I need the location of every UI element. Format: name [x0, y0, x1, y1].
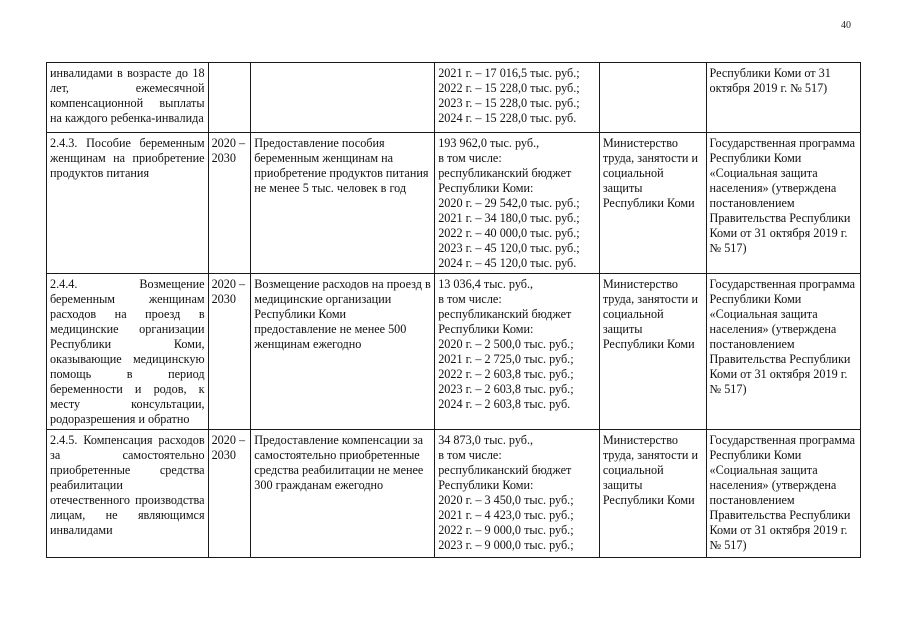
table-row	[47, 430, 861, 558]
funding-line: в том числе:	[438, 448, 502, 462]
funding-line: 2023 г. – 9 000,0 тыс. руб.;	[438, 538, 574, 552]
measure-cell: 2.4.4. Возмещение беременным женщинам расходов на проезд в медицинские организации Республики Коми, оказывающие медицинскую помощь в период беременности и родов, к месту консультации, родоразрешения и обратно	[47, 274, 209, 430]
funding-line: 2024 г. – 2 603,8 тыс. руб.	[438, 397, 571, 411]
funding-line: 2022 г. – 15 228,0 тыс. руб.;	[438, 81, 580, 95]
funding-line: 2020 г. – 3 450,0 тыс. руб.;	[438, 493, 574, 507]
funding-cell	[435, 63, 600, 133]
funding-line: 2024 г. – 15 228,0 тыс. руб.	[438, 111, 577, 125]
result-cell: Предоставление пособия беременным женщинам на приобретение продуктов питания не менее 5 тыс. человек в год	[251, 133, 435, 274]
funding-line: в том числе:	[438, 151, 502, 165]
funding-line: 2024 г. – 45 120,0 тыс. руб.	[438, 256, 577, 270]
funding-line: Республики Коми:	[438, 322, 534, 336]
executor-cell: Министерство труда, занятости и социальной защиты Республики Коми	[599, 430, 706, 558]
funding-line: 2023 г. – 15 228,0 тыс. руб.;	[438, 96, 580, 110]
period-cell	[208, 63, 251, 133]
funding-cell	[435, 274, 600, 430]
page-number: 40	[841, 20, 851, 31]
funding-line: в том числе:	[438, 292, 502, 306]
executor-cell: Министерство труда, занятости и социальной защиты Республики Коми	[599, 274, 706, 430]
funding-line: 2021 г. – 2 725,0 тыс. руб.;	[438, 352, 574, 366]
measure-cell: 2.4.5. Компенсация расходов за самостоятельно приобретенные средства реабилитации отечественного производства лицам, не являющимся инвалидами	[47, 430, 209, 558]
funding-line: 2022 г. – 40 000,0 тыс. руб.;	[438, 226, 580, 240]
funding-line: 2020 г. – 2 500,0 тыс. руб.;	[438, 337, 574, 351]
funding-line: 2022 г. – 9 000,0 тыс. руб.;	[438, 523, 574, 537]
period-cell: 2020 – 2030	[208, 133, 251, 274]
funding-line: республиканский бюджет	[438, 463, 572, 477]
funding-cell	[435, 430, 600, 558]
result-cell	[251, 63, 435, 133]
result-cell: Предоставление компенсации за самостоятельно приобретенные средства реабилитации не менее 300 гражданам ежегодно	[251, 430, 435, 558]
table-row	[47, 63, 861, 133]
funding-line: Республики Коми:	[438, 478, 534, 492]
funding-line: 2021 г. – 34 180,0 тыс. руб.;	[438, 211, 580, 225]
executor-cell	[599, 63, 706, 133]
funding-line: 2022 г. – 2 603,8 тыс. руб.;	[438, 367, 574, 381]
measure-cell: 2.4.3. Пособие беременным женщинам на приобретение продуктов питания	[47, 133, 209, 274]
funding-line: 2020 г. – 29 542,0 тыс. руб.;	[438, 196, 580, 210]
funding-line: 34 873,0 тыс. руб.,	[438, 433, 534, 447]
period-cell: 2020 – 2030	[208, 430, 251, 558]
funding-line: 2021 г. – 4 423,0 тыс. руб.;	[438, 508, 574, 522]
measure-cell: инвалидами в возрасте до 18 лет, ежемесячной компенсационной выплаты на каждого ребенка-инвалида	[47, 63, 209, 133]
funding-line: 2021 г. – 17 016,5 тыс. руб.;	[438, 66, 580, 80]
basis-cell: Государственная программа Республики Коми «Социальная защита населения» (утверждена постановлением Правительства Республики Коми от 31 октября 2019 г. № 517)	[706, 274, 860, 430]
funding-cell	[435, 133, 600, 274]
result-cell: Возмещение расходов на проезд в медицинские организации Республики Коми предоставление не менее 500 женщинам ежегодно	[251, 274, 435, 430]
executor-cell: Министерство труда, занятости и социальной защиты Республики Коми	[599, 133, 706, 274]
basis-cell: Республики Коми от 31 октября 2019 г. № 517)	[706, 63, 860, 133]
table-row	[47, 133, 861, 274]
basis-cell: Государственная программа Республики Коми «Социальная защита населения» (утверждена постановлением Правительства Республики Коми от 31 октября 2019 г. № 517)	[706, 133, 860, 274]
basis-cell: Государственная программа Республики Коми «Социальная защита населения» (утверждена постановлением Правительства Республики Коми от 31 октября 2019 г. № 517)	[706, 430, 860, 558]
funding-line: 193 962,0 тыс. руб.,	[438, 136, 540, 150]
funding-line: 13 036,4 тыс. руб.,	[438, 277, 534, 291]
table-row	[47, 274, 861, 430]
period-cell: 2020 – 2030	[208, 274, 251, 430]
funding-line: 2023 г. – 45 120,0 тыс. руб.;	[438, 241, 580, 255]
measures-table	[46, 62, 861, 558]
funding-line: Республики Коми:	[438, 181, 534, 195]
funding-line: республиканский бюджет	[438, 166, 572, 180]
funding-line: 2023 г. – 2 603,8 тыс. руб.;	[438, 382, 574, 396]
funding-line: республиканский бюджет	[438, 307, 572, 321]
